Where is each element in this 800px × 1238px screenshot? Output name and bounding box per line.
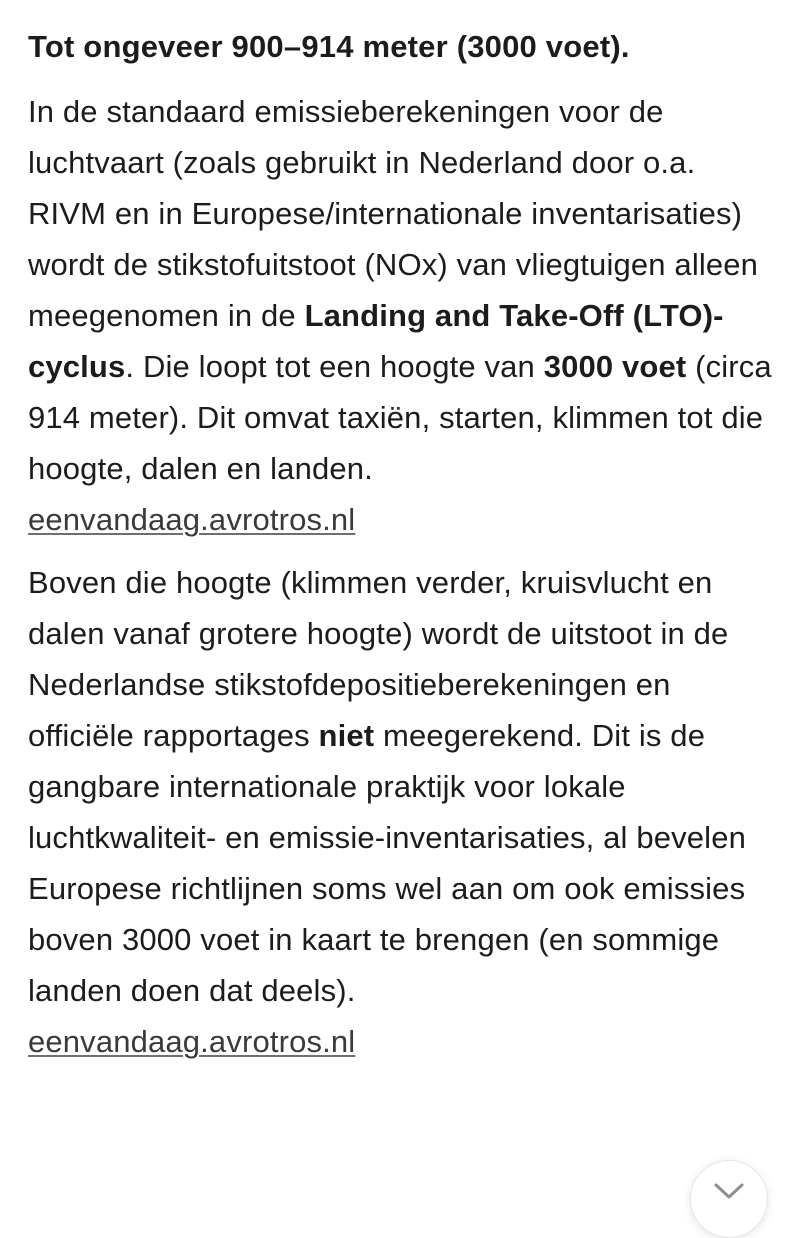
source-link[interactable]: eenvandaag.avrotros.nl [28, 502, 356, 537]
response-content [28, 22, 773, 1079]
paragraph-text: meegerekend. Dit is de gangbare internationale praktijk voor lokale luchtkwaliteit- en emissie-inventarisaties, al bevelen Europese richtlijnen soms wel aan om ook emissies boven 3000 voet in kaart te brengen (en sommige landen doen dat deels). [28, 718, 746, 1008]
bold-3000-voet: 3000 voet [543, 349, 687, 384]
source-link[interactable]: eenvandaag.avrotros.nl [28, 1024, 356, 1059]
paragraph-text: . Die loopt tot een hoogte van [125, 349, 544, 384]
paragraph-text: Boven die hoogte (klimmen verder, kruisvlucht en dalen vanaf grotere hoogte) wordt de uitstoot in de Nederlandse stikstofdepositieberekeningen en officiële rapportages [28, 565, 729, 753]
paragraph-lto-cycle [28, 86, 773, 545]
paragraph-text: In de standaard emissieberekeningen voor de luchtvaart (zoals gebruikt in Nederland door o.a. RIVM en in Europese/internationale inventarisaties) wordt de stikstofuitstoot (NOx) van vliegtuigen alleen meegenomen in de [28, 94, 759, 333]
bold-niet: niet [318, 718, 375, 753]
answer-heading: Tot ongeveer 900–914 meter (3000 voet). [28, 29, 630, 64]
paragraph-above-altitude [28, 557, 773, 1067]
scroll-to-bottom-button[interactable] [690, 1160, 768, 1238]
paragraph-text: (circa 914 meter). Dit omvat taxiën, starten, klimmen tot die hoogte, dalen en landen. [28, 349, 772, 486]
bold-lto-cycle: Landing and Take-Off (LTO)-cyclus [28, 298, 724, 384]
chevron-down-icon [712, 1181, 746, 1201]
